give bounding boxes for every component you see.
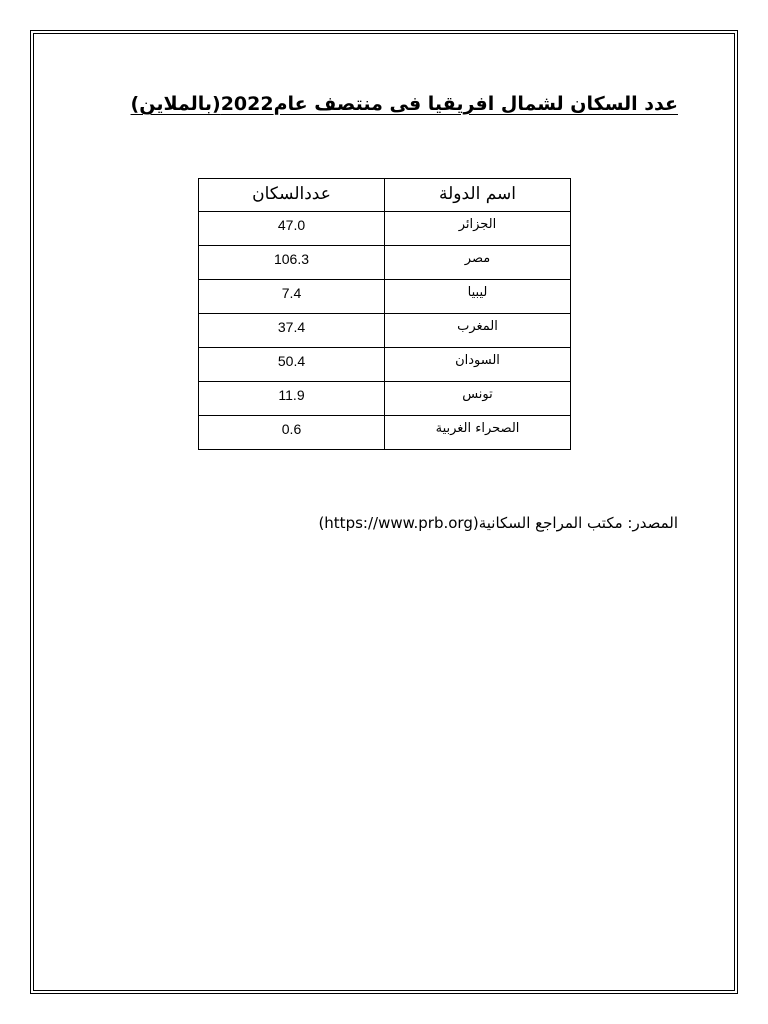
table-row — [199, 280, 571, 314]
cell-country: الصحراء الغربية — [385, 416, 571, 450]
cell-population: 7.4 — [199, 280, 385, 314]
cell-country: الجزائر — [385, 212, 571, 246]
cell-population: 50.4 — [199, 348, 385, 382]
cell-population: 37.4 — [199, 314, 385, 348]
table-header-row — [199, 179, 571, 212]
header-population: عددالسكان — [199, 179, 385, 212]
cell-country: تونس — [385, 382, 571, 416]
table-row — [199, 246, 571, 280]
table-row — [199, 314, 571, 348]
header-country: اسم الدولة — [385, 179, 571, 212]
page-border-inner — [33, 33, 735, 991]
table-row — [199, 416, 571, 450]
table-row — [199, 348, 571, 382]
document-title: عدد السكان لشمال افريقيا فى منتصف عام2022(بالملاين) — [130, 93, 678, 115]
cell-country: ليبيا — [385, 280, 571, 314]
cell-population: 47.0 — [199, 212, 385, 246]
cell-country: مصر — [385, 246, 571, 280]
source-citation: المصدر: مكتب المراجع السكانية(https://www.prb.org) — [318, 514, 678, 532]
cell-population: 106.3 — [199, 246, 385, 280]
cell-country: المغرب — [385, 314, 571, 348]
table-row — [199, 382, 571, 416]
cell-country: السودان — [385, 348, 571, 382]
cell-population: 0.6 — [199, 416, 385, 450]
table-row — [199, 212, 571, 246]
population-table — [198, 178, 571, 450]
cell-population: 11.9 — [199, 382, 385, 416]
